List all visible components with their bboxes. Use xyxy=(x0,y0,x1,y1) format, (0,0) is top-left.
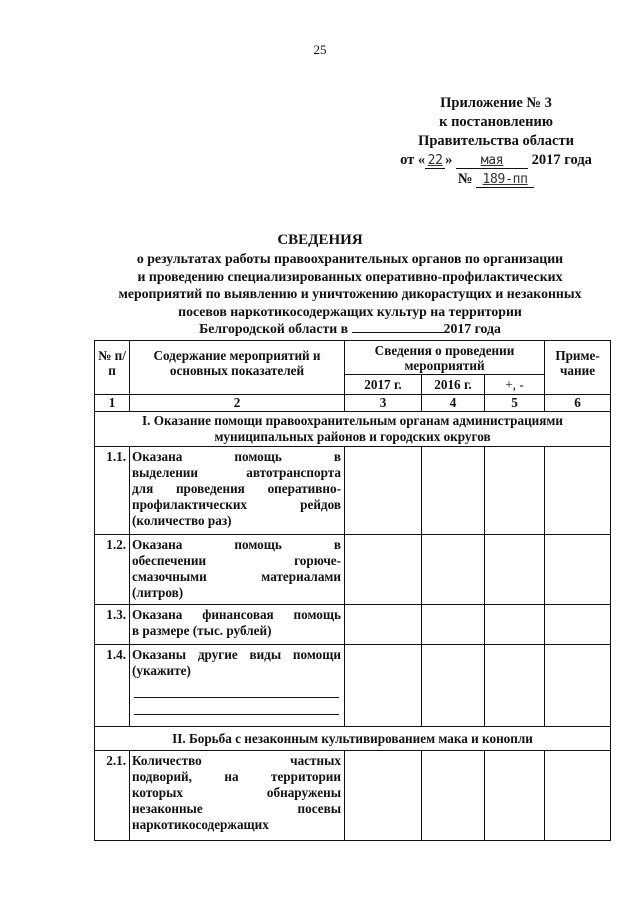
row-number: 1.3. xyxy=(95,605,130,645)
date-month: мая xyxy=(456,153,528,169)
section-1-heading: I. Оказание помощи правоохранительным органам администрациями муниципальных районов и городских округов xyxy=(95,412,611,447)
desc-line: подворий, на территории xyxy=(132,769,341,784)
cell-note xyxy=(545,645,611,727)
write-in-line xyxy=(134,683,339,698)
desc-line: (укажите) xyxy=(132,663,191,678)
row-number: 1.1. xyxy=(95,447,130,535)
page-number: 25 xyxy=(313,42,327,57)
appendix-line: к постановлению xyxy=(439,114,553,130)
column-number: 3 xyxy=(345,395,422,412)
document-title: СВЕДЕНИЯ xyxy=(277,232,363,248)
date-mid: » xyxy=(445,152,453,168)
desc-line: выделении автотранспорта xyxy=(132,465,341,480)
desc-line: обеспечении горюче- xyxy=(132,553,341,568)
column-number: 6 xyxy=(545,395,611,412)
desc-line: незаконные посевы xyxy=(132,801,341,816)
appendix-number xyxy=(356,170,636,189)
appendix-line: Правительства области xyxy=(418,133,574,149)
number-value: 189-пп xyxy=(476,172,534,188)
desc-line: Оказана финансовая помощь xyxy=(132,607,341,622)
header-2017: 2017 г. xyxy=(345,375,422,395)
cell-2016 xyxy=(422,535,485,605)
date-year: 2017 года xyxy=(531,152,592,168)
desc-line: (литров) xyxy=(132,585,184,600)
appendix-header xyxy=(356,94,636,189)
row-description xyxy=(130,645,345,727)
cell-note xyxy=(545,605,611,645)
column-number: 1 xyxy=(95,395,130,412)
column-number: 5 xyxy=(485,395,545,412)
desc-line: для проведения оперативно- xyxy=(132,481,341,496)
cell-diff xyxy=(485,447,545,535)
cell-2016 xyxy=(422,751,485,841)
header-diff: +, - xyxy=(485,375,545,395)
section-2-heading: II. Борьба с незаконным культивированием мака и конопли xyxy=(95,727,611,751)
report-table xyxy=(94,340,611,841)
cell-diff xyxy=(485,645,545,727)
table-row xyxy=(95,751,611,841)
header-row xyxy=(95,341,611,375)
subtitle-line: и проведению специализированных оперативно-профилактических xyxy=(137,268,563,284)
row-number: 1.2. xyxy=(95,535,130,605)
subtitle-line: о результатах работы правоохранительных органов по организации xyxy=(136,251,564,266)
desc-line: в размере (тыс. рублей) xyxy=(132,623,272,638)
cell-2017 xyxy=(345,751,422,841)
desc-line: Оказаны другие виды помощи xyxy=(132,647,341,662)
header-num: № п/п xyxy=(95,341,130,395)
subtitle-region: Белгородской области в xyxy=(199,321,349,337)
cell-note xyxy=(545,535,611,605)
header-info: Сведения о проведении мероприятий xyxy=(345,341,545,375)
desc-line: профилактических рейдов xyxy=(132,497,341,512)
desc-line: (количество раз) xyxy=(132,513,232,528)
date-day: 22 xyxy=(425,153,445,169)
table-row xyxy=(95,605,611,645)
cell-diff xyxy=(485,605,545,645)
row-description xyxy=(130,535,345,605)
desc-line: которых обнаружены xyxy=(132,785,341,800)
date-prefix: от « xyxy=(400,152,426,168)
table-row xyxy=(95,447,611,535)
header-content: Содержание мероприятий и основных показателей xyxy=(130,341,345,395)
table-row xyxy=(95,535,611,605)
desc-line: Оказана помощь в xyxy=(132,449,341,464)
subtitle-year: 2017 года xyxy=(443,321,501,337)
row-number: 1.4. xyxy=(95,645,130,727)
header-note: Приме-чание xyxy=(545,341,611,395)
header-2016: 2016 г. xyxy=(422,375,485,395)
write-in-line xyxy=(134,700,339,715)
subtitle-line xyxy=(100,320,600,338)
cell-2017 xyxy=(345,447,422,535)
column-number: 2 xyxy=(130,395,345,412)
section-row xyxy=(95,412,611,447)
cell-2016 xyxy=(422,605,485,645)
column-number: 4 xyxy=(422,395,485,412)
subtitle-line: мероприятий по выявлению и уничтожению дикорастущих и незаконных xyxy=(118,286,582,302)
appendix-title: Приложение № 3 xyxy=(440,95,552,111)
cell-2017 xyxy=(345,645,422,727)
section-row xyxy=(95,727,611,751)
appendix-date xyxy=(356,151,636,170)
period-blank xyxy=(352,320,444,333)
row-description xyxy=(130,751,345,841)
desc-line: Количество частных xyxy=(132,753,341,768)
cell-diff xyxy=(485,751,545,841)
cell-2017 xyxy=(345,535,422,605)
number-prefix: № xyxy=(457,171,473,187)
subtitle-line: посевов наркотикосодержащих культур на территории xyxy=(178,303,522,319)
row-description xyxy=(130,605,345,645)
desc-line: наркотикосодержащих xyxy=(132,817,269,832)
cell-2016 xyxy=(422,447,485,535)
table-row xyxy=(95,645,611,727)
row-number: 2.1. xyxy=(95,751,130,841)
cell-2017 xyxy=(345,605,422,645)
cell-diff xyxy=(485,535,545,605)
desc-line: смазочными материалами xyxy=(132,569,341,584)
cell-note xyxy=(545,447,611,535)
row-description xyxy=(130,447,345,535)
desc-line: Оказана помощь в xyxy=(132,537,341,552)
cell-note xyxy=(545,751,611,841)
column-numbers-row xyxy=(95,395,611,412)
document-subtitle xyxy=(100,250,600,338)
cell-2016 xyxy=(422,645,485,727)
